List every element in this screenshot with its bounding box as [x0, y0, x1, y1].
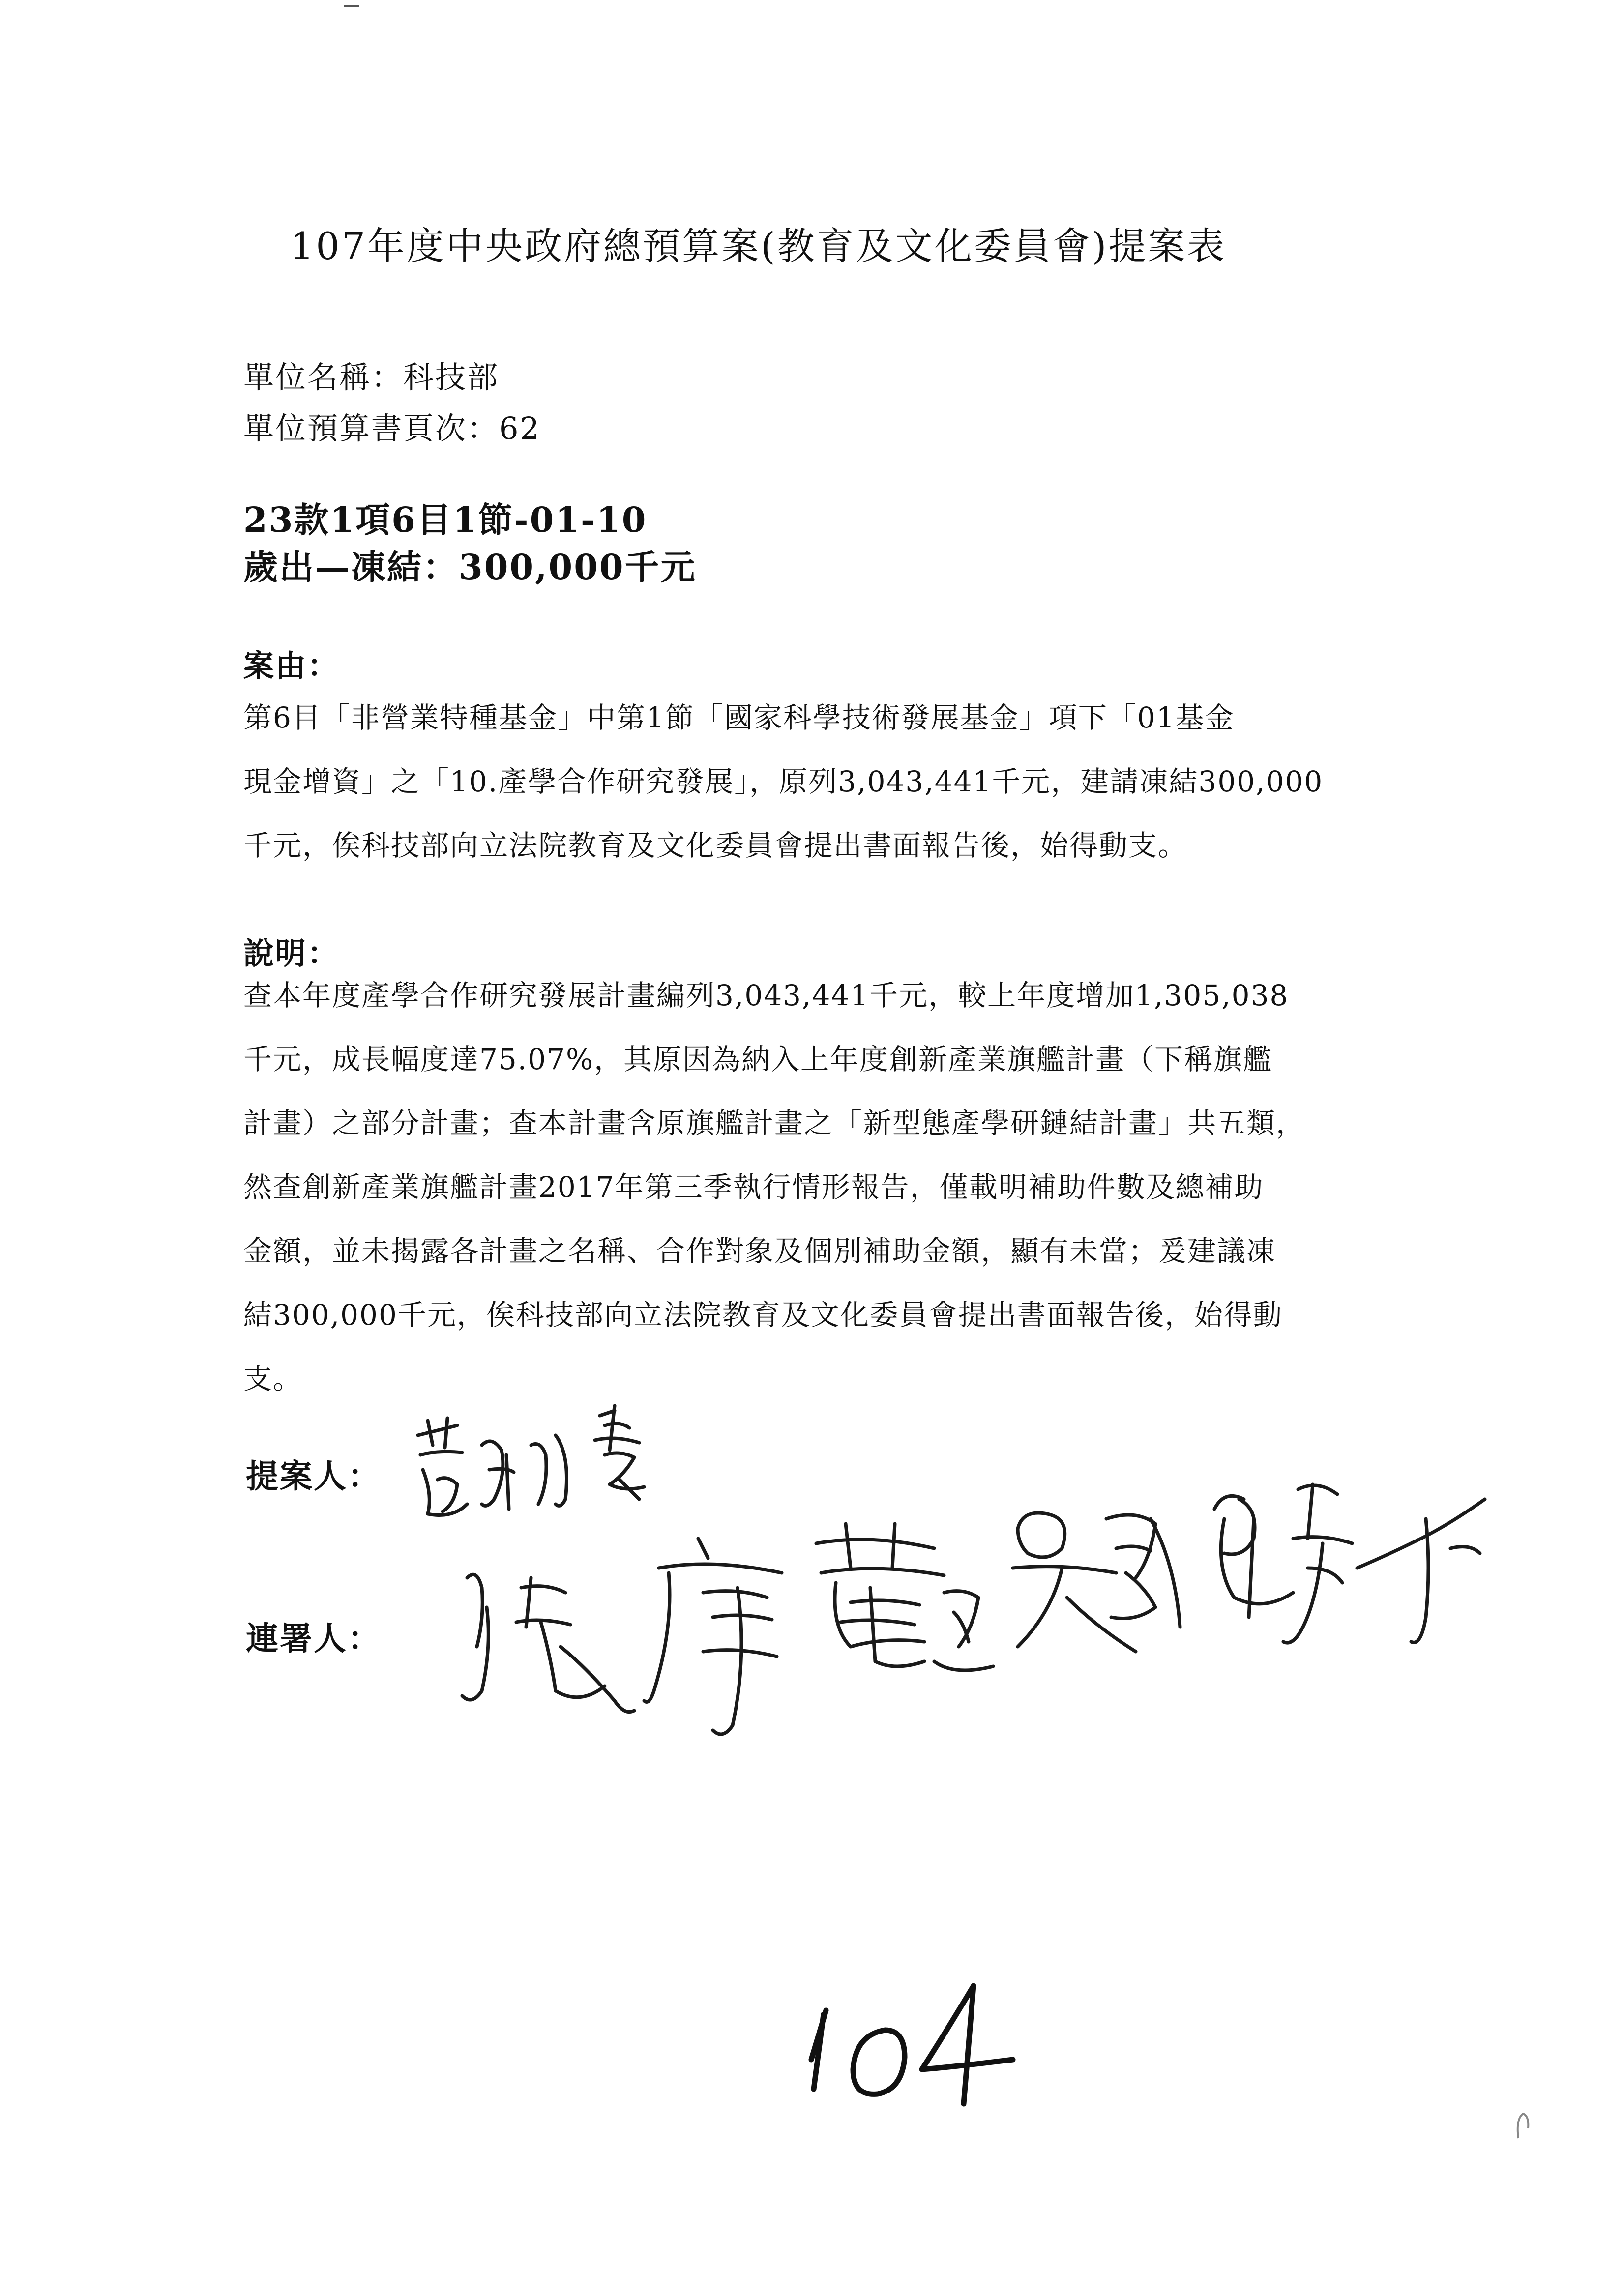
reason-heading: 案由： [243, 648, 340, 684]
reason-line: 現金增資」之「10.產學合作研究發展」，原列3,043,441千元，建請凍結300,000 [243, 765, 1324, 798]
freeze-amount: 歲出—凍結：300,000千元 [243, 547, 697, 587]
reason-line: 第6目「非營業特種基金」中第1節「國家科學技術發展基金」項下「01基金 [243, 701, 1235, 734]
page-number-handwritten [797, 1976, 1023, 2114]
explanation-paragraph [243, 963, 1389, 1411]
cosigner-signature-3 [797, 1514, 1003, 1720]
unit-budget-page: 單位預算書頁次：62 [243, 410, 541, 446]
reason-paragraph [243, 686, 1389, 877]
document-title: 107年度中央政府總預算案(教育及文化委員會)提案表 [290, 224, 1227, 268]
explanation-line: 千元，成長幅度達75.07%，其原因為納入上年度創新產業旗艦計畫（下稱旗艦 [243, 1043, 1273, 1076]
explanation-line: 金額，並未揭露各計畫之名稱、合作對象及個別補助金額，顯有未當；爰建議凍 [243, 1234, 1276, 1268]
explanation-heading: 說明： [243, 935, 340, 971]
explanation-line: 結300,000千元，俟科技部向立法院教育及文化委員會提出書面報告後，始得動 [243, 1298, 1283, 1332]
explanation-line: 然查創新產業旗艦計畫2017年第三季執行情形報告，僅載明補助件數及總補助 [243, 1170, 1264, 1204]
explanation-line: 計畫）之部分計畫；查本計畫含原旗艦計畫之「新型態產學研鏈結計畫」共五類， [243, 1106, 1306, 1140]
punch-hole-mark [1513, 2109, 1533, 2143]
cosigner-label: 連署人： [246, 1619, 382, 1657]
unit-name: 單位名稱：科技部 [243, 359, 500, 395]
cosigner-signature-5 [1195, 1470, 1509, 1715]
explanation-line: 查本年度產學合作研究發展計畫編列3,043,441千元，較上年度增加1,305,038 [243, 979, 1289, 1012]
explanation-line: 支。 [243, 1362, 303, 1395]
cosigner-signature-1 [457, 1548, 644, 1765]
cosigner-signature-4 [988, 1489, 1200, 1706]
proposer-label: 提案人： [246, 1457, 382, 1495]
cosigner-signature-2 [639, 1529, 806, 1755]
budget-code: 23款1項6目1節-01-10 [243, 499, 648, 540]
scan-artifact [344, 5, 359, 7]
reason-line: 千元，俟科技部向立法院教育及文化委員會提出書面報告後，始得動支。 [243, 829, 1188, 862]
proposer-signature [408, 1406, 683, 1543]
